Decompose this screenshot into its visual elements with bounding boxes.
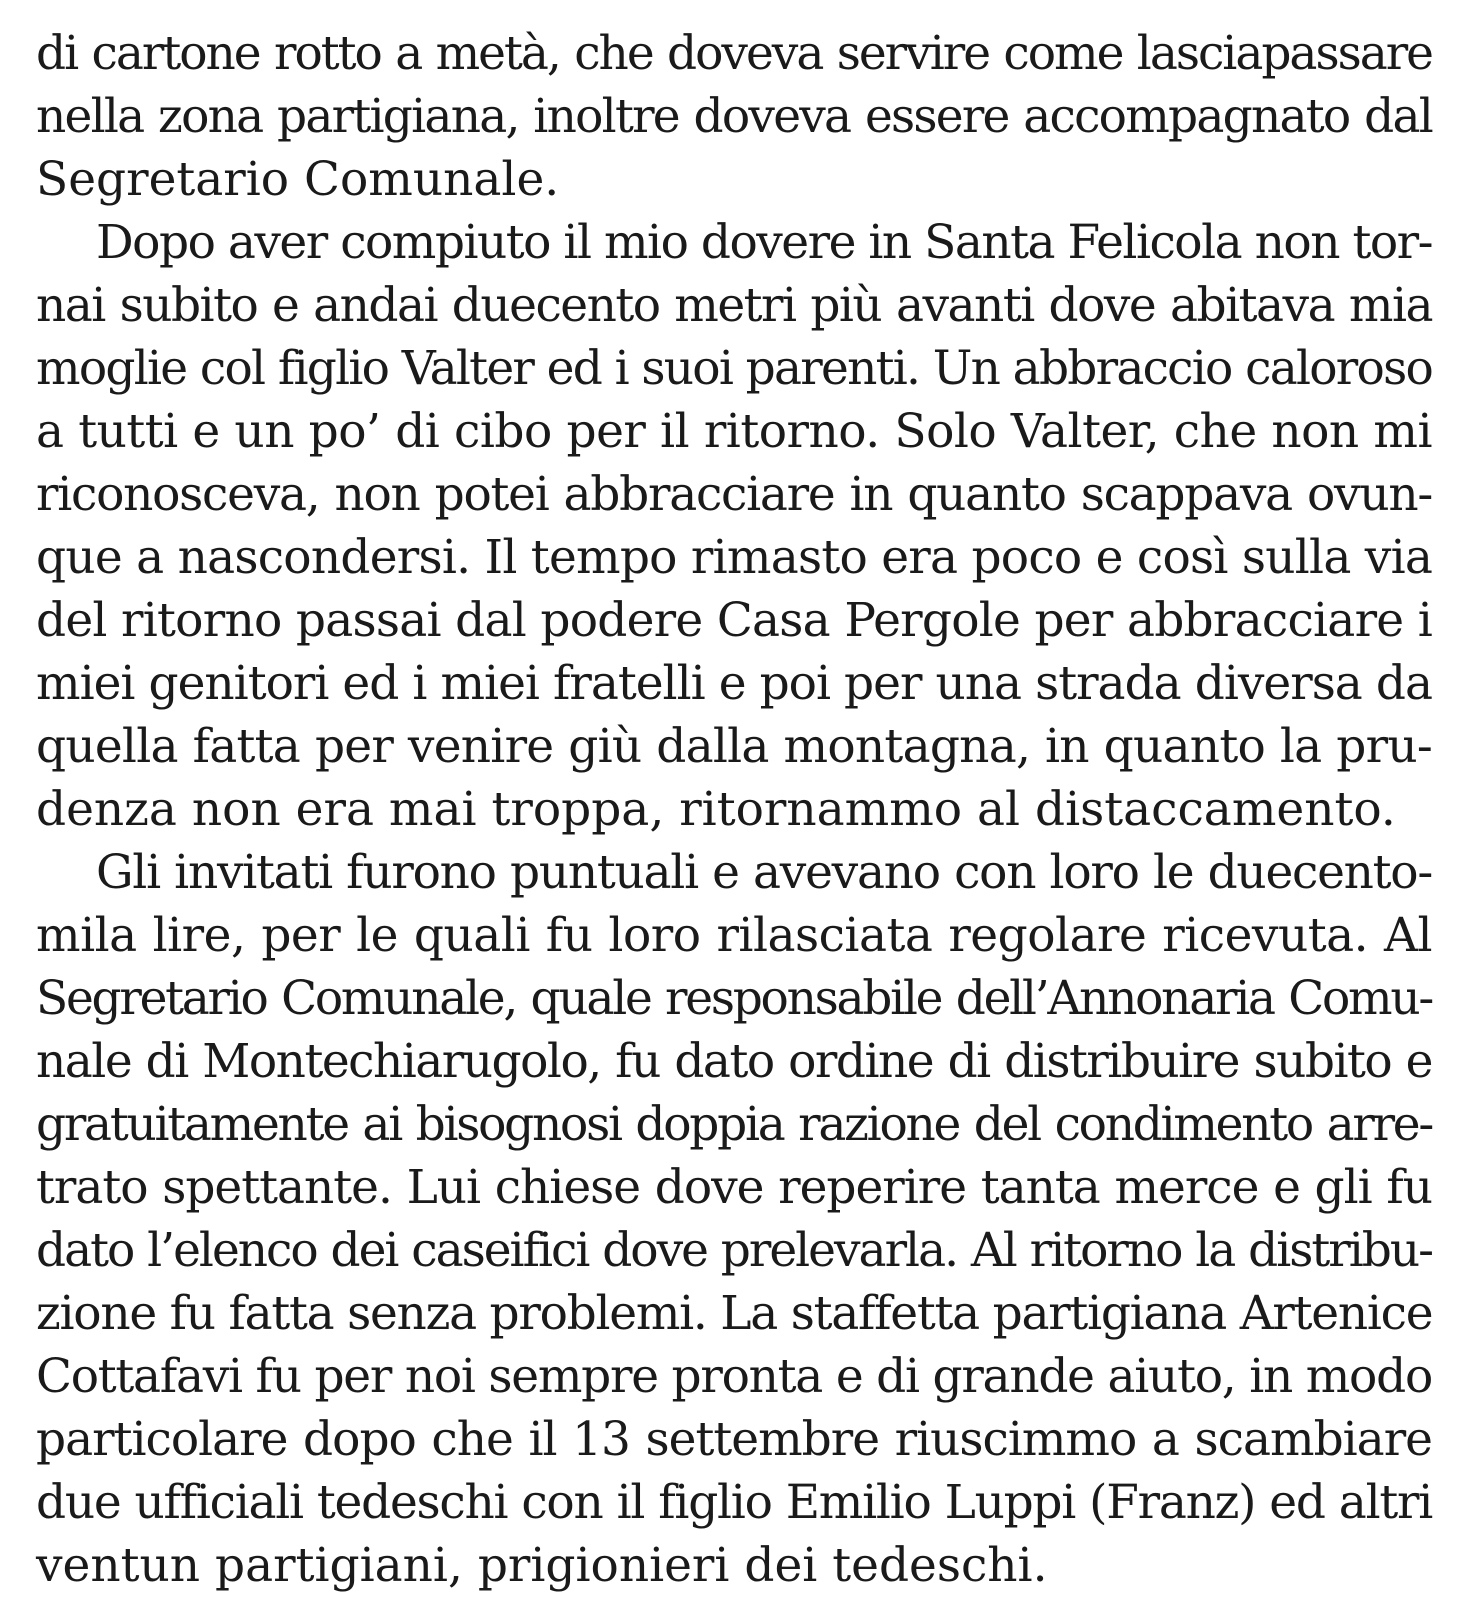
document-page [36, 22, 1432, 1597]
text-line: due ufficiali tedeschi con il figlio Emilio Luppi (Franz) ed altri [36, 1475, 1432, 1530]
text-line: miei genitori ed i miei fratelli e poi per una strada diversa da [36, 656, 1432, 711]
text-line: nella zona partigiana, inoltre doveva essere accompagnato dal [36, 89, 1432, 144]
text-line: Gli invitati furono puntuali e avevano con loro le duecento- [96, 845, 1432, 900]
text-line: dato l’elenco dei caseifici dove prelevarla. Al ritorno la distribu- [36, 1223, 1432, 1278]
text-line: que a nascondersi. Il tempo rimasto era poco e così sulla via [36, 530, 1433, 585]
text-line: riconosceva, non potei abbracciare in quanto scappava ovun- [36, 467, 1432, 522]
text-line: Segretario Comunale. [36, 152, 560, 207]
text-line: zione fu fatta senza problemi. La staffetta partigiana Artenice [36, 1286, 1433, 1341]
paragraph-2 [36, 211, 1432, 841]
text-line: Segretario Comunale, quale responsabile dell’Annonaria Comu- [36, 971, 1432, 1026]
text-line: Cottafavi fu per noi sempre pronta e di grande aiuto, in modo [36, 1349, 1432, 1404]
text-line: del ritorno passai dal podere Casa Pergole per abbracciare i [36, 593, 1432, 648]
text-line: ventun partigiani, prigionieri dei tedeschi. [36, 1538, 1048, 1593]
text-line: di cartone rotto a metà, che doveva servire come lasciapassare [36, 26, 1432, 81]
text-line: nale di Montechiarugolo, fu dato ordine di distribuire subito e [36, 1034, 1432, 1089]
text-line: trato spettante. Lui chiese dove reperire tanta merce e gli fu [36, 1160, 1432, 1215]
text-line: gratuitamente ai bisognosi doppia razione del condimento arre- [36, 1097, 1432, 1152]
text-line: quella fatta per venire giù dalla montagna, in quanto la pru- [36, 719, 1432, 774]
text-line: nai subito e andai duecento metri più avanti dove abitava mia [36, 278, 1432, 333]
paragraph-3 [36, 841, 1432, 1597]
text-line: moglie col figlio Valter ed i suoi parenti. Un abbraccio caloroso [36, 341, 1432, 396]
text-line: denza non era mai troppa, ritornammo al distaccamento. [36, 782, 1396, 837]
paragraph-1 [36, 22, 1432, 211]
text-line: a tutti e un po’ di cibo per il ritorno. Solo Valter, che non mi [36, 404, 1432, 459]
text-line: Dopo aver compiuto il mio dovere in Santa Felicola non tor- [96, 215, 1432, 270]
text-line: particolare dopo che il 13 settembre riuscimmo a scambiare [36, 1412, 1432, 1467]
text-line: mila lire, per le quali fu loro rilasciata regolare ricevuta. Al [36, 908, 1432, 963]
